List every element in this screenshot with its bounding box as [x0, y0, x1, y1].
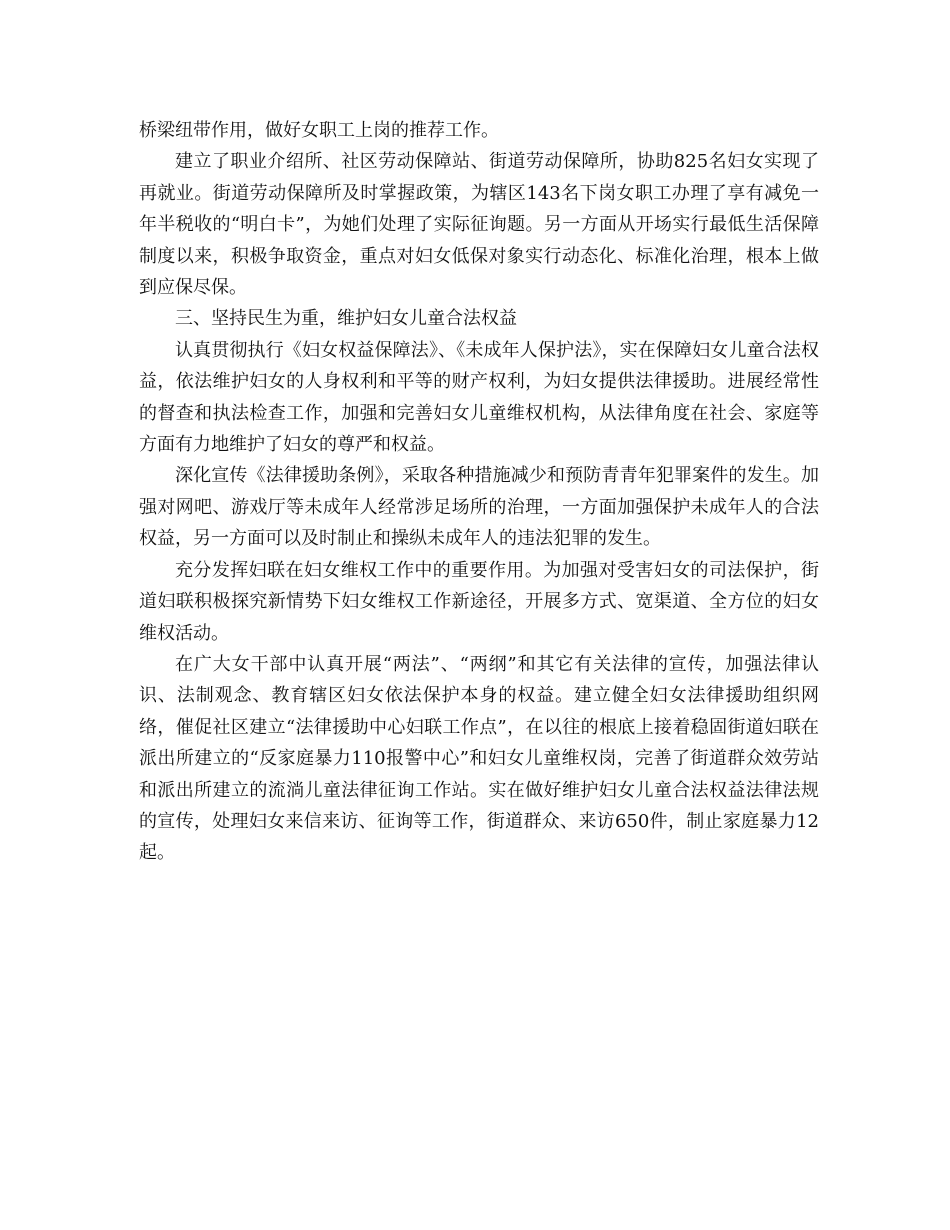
document-body	[139, 115, 819, 869]
paragraph-5: 深化宣传《法律援助条例》，采取各种措施减少和预防青青年犯罪案件的发生。加强对网吧、游戏厅等未成年人经常涉足场所的治理，一方面加强保护未成年人的合法权益，另一方面可以及时制止和操纵未成年人的违法犯罪的发生。	[139, 465, 819, 550]
paragraph-1: 桥梁纽带作用，做好女职工上岗的推荐工作。	[139, 120, 499, 141]
paragraph-6: 充分发挥妇联在妇女维权工作中的重要作用。为加强对受害妇女的司法保护，街道妇联积极探究新情势下妇女维权工作新途径，开展多方式、宽渠道、全方位的妇女维权活动。	[139, 559, 819, 644]
paragraph-4: 认真贯彻执行《妇女权益保障法》、《未成年人保护法》，实在保障妇女儿童合法权益，依法维护妇女的人身权利和平等的财产权利，为妇女提供法律援助。进展经常性的督查和执法检查工作，加强和完善妇女儿童维权机构，从法律角度在社会、家庭等方面有力地维护了妇女的尊严和权益。	[139, 339, 819, 456]
paragraph-2: 建立了职业介绍所、社区劳动保障站、街道劳动保障所，协助825名妇女实现了再就业。街道劳动保障所及时掌握政策，为辖区143名下岗女职工办理了享有减免一年半税收的“明白卡”，为她们处理了实际征询题。另一方面从开场实行最低生活保障制度以来，积极争取资金，重点对妇女低保对象实行动态化、标准化治理，根本上做到应保尽保。	[139, 151, 819, 299]
paragraph-7: 在广大女干部中认真开展“两法”、“两纲”和其它有关法律的宣传，加强法律认识、法制观念、教育辖区妇女依法保护本身的权益。建立健全妇女法律援助组织网络，催促社区建立“法律援助中心妇联工作点”，在以往的根底上接着稳固街道妇联在派出所建立的“反家庭暴力110报警中心”和妇女儿童维权岗，完善了街道群众效劳站和派出所建立的流淌儿童法律征询工作站。实在做好维护妇女儿童合法权益法律法规的宣传，处理妇女来信来访、征询等工作，街道群众、来访650件，制止家庭暴力12起。	[139, 653, 819, 864]
section-heading: 三、坚持民生为重，维护妇女儿童合法权益	[175, 308, 517, 330]
